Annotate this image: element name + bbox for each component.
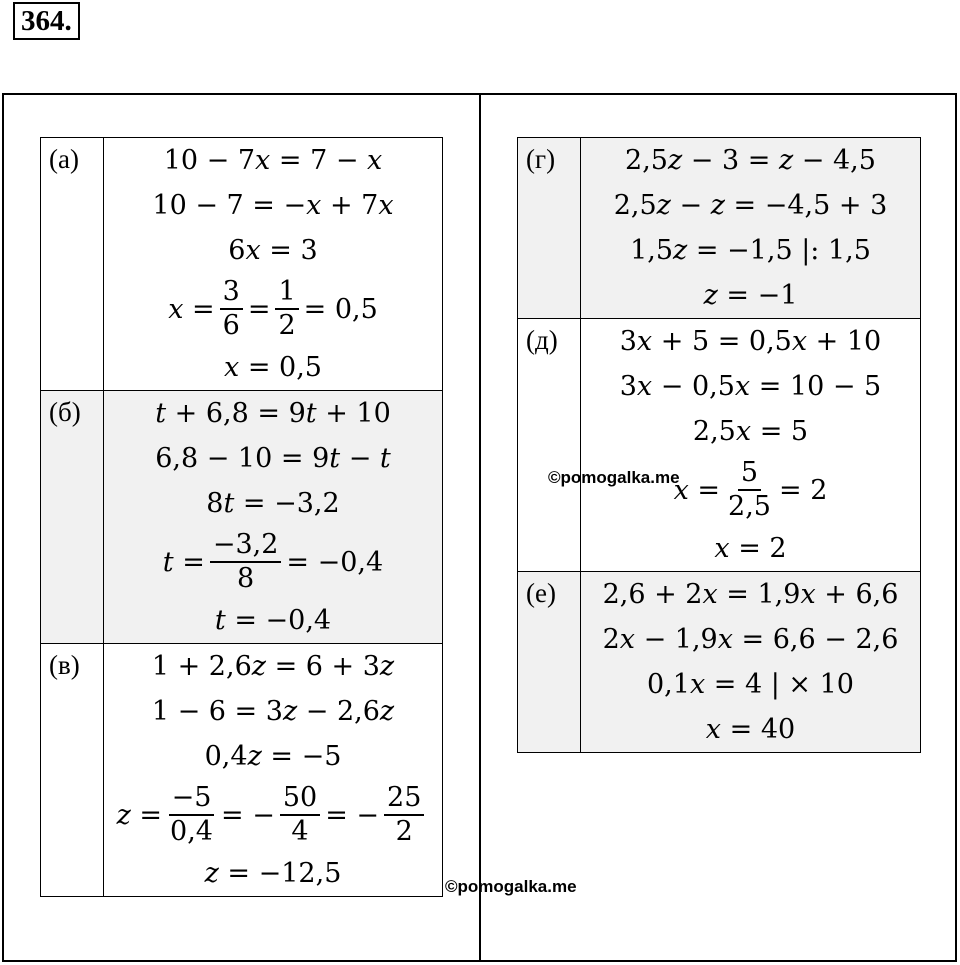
eq-g-4: z = −1	[703, 280, 798, 311]
eq-c-2: 1 − 6 = 3z − 2,6z	[151, 696, 395, 727]
label-g: (г)	[518, 138, 581, 319]
eq-e-4: x = 40	[705, 714, 796, 745]
eq-b-3: 8t = −3,2	[206, 488, 340, 519]
work-e	[581, 572, 921, 753]
eq-c-4: z = $\frac{-5}{0,4}$ = − $\frac{50}{4}$ = − $\frac{25}{2}$	[104, 779, 442, 851]
column-divider	[479, 93, 481, 962]
eq-c-5: z = −12,5	[204, 858, 342, 889]
work-g	[581, 138, 921, 319]
eq-a-1: 10 − 7x = 7 − x	[163, 145, 383, 176]
watermark-top: ©pomogalka.me	[548, 468, 680, 487]
eq-d-1: 3x + 5 = 0,5x + 10	[619, 326, 882, 357]
eq-d-2: 3x − 0,5x = 10 − 5	[619, 371, 882, 402]
eq-a-2: 10 − 7 = −x + 7x	[152, 190, 394, 221]
label-d: (д)	[518, 319, 581, 572]
row-d	[518, 319, 921, 572]
eq-c-1: 1 + 2,6z = 6 + 3z	[151, 651, 395, 682]
eq-e-2: 2x − 1,9x = 6,6 − 2,6	[602, 624, 899, 655]
eq-b-5: t = −0,4	[214, 605, 332, 636]
eq-g-2: 2,5z − z = −4,5 + 3	[613, 190, 888, 221]
row-e	[518, 572, 921, 753]
left-solution-table	[40, 137, 443, 897]
eq-d-4: x = $\frac{5}{2,5}$ = 2	[673, 457, 828, 522]
row-a	[41, 138, 443, 391]
row-g	[518, 138, 921, 319]
row-b	[41, 391, 443, 644]
eq-c-3: 0,4z = −5	[204, 741, 342, 772]
work-d	[581, 319, 921, 572]
eq-e-3: 0,1x = 4 | × 10	[647, 669, 854, 700]
eq-b-1: t + 6,8 = 9t + 10	[155, 398, 391, 429]
eq-e-1: 2,6 + 2x = 1,9x + 6,6	[602, 579, 899, 610]
eq-d-3: 2,5x = 5	[692, 416, 809, 447]
label-a: (а)	[41, 138, 104, 391]
row-c	[41, 644, 443, 897]
eq-d-5: x = 2	[714, 533, 787, 564]
eq-a-4: x = $\frac{3}{6}$ = $\frac{1}{2}$ = 0,5	[168, 276, 378, 341]
work-b	[104, 391, 443, 644]
eq-a-5: x = 0,5	[224, 352, 322, 383]
eq-b-2: 6,8 − 10 = 9t − t	[155, 443, 391, 474]
right-solution-table	[517, 137, 921, 753]
work-a	[104, 138, 443, 391]
label-b: (б)	[41, 391, 104, 644]
eq-a-3: 6x = 3	[228, 235, 318, 266]
watermark-bottom: ©pomogalka.me	[445, 877, 577, 896]
problem-number: 364.	[13, 2, 80, 40]
eq-b-4: t = $\frac{-3,2}{8}$ = −0,4	[162, 529, 384, 594]
work-c	[104, 644, 443, 897]
label-c: (в)	[41, 644, 104, 897]
eq-g-1: 2,5z − 3 = z − 4,5	[625, 145, 876, 176]
label-e: (е)	[518, 572, 581, 753]
eq-g-3: 1,5z = −1,5 |: 1,5	[630, 235, 871, 266]
